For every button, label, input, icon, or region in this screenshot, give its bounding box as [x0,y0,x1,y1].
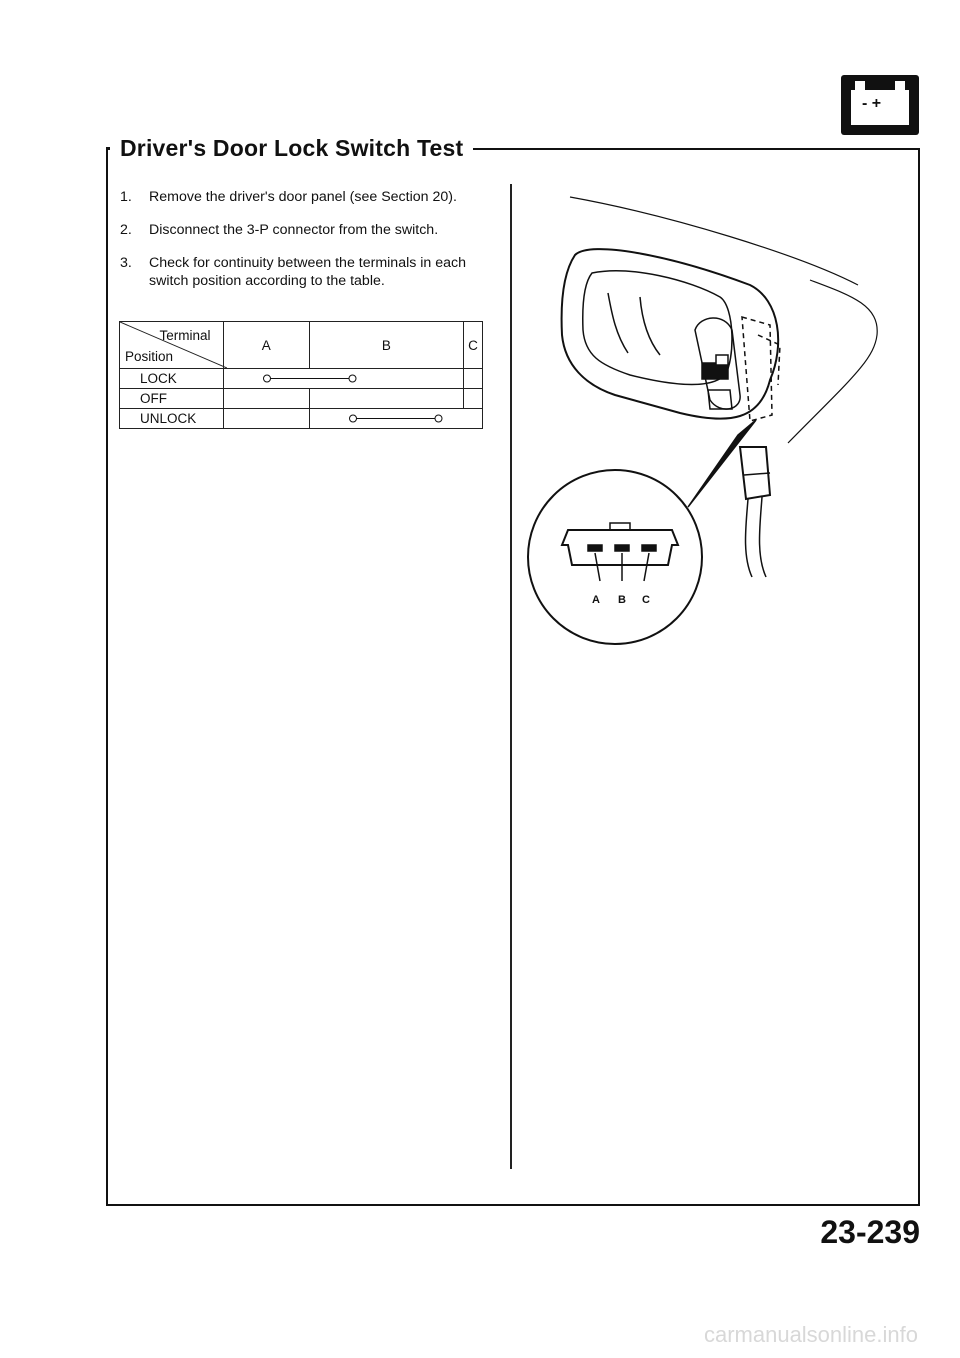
continuity-table [119,321,483,429]
column-divider [510,184,512,1169]
procedure-steps [120,188,500,305]
step-number: 1. [120,189,132,205]
step-text: Check for continuity between the terminals in each switch position according to the table. [149,255,467,289]
header-terminal-c: C [463,322,482,369]
table-row [120,389,483,409]
page-number: 23-239 [820,1214,920,1250]
header-position: Position [125,349,174,364]
step-number: 3. [120,255,132,271]
watermark: carmanualsonline.info [703,1322,918,1347]
step-number: 2. [120,222,132,238]
cell-b [310,389,464,409]
continuity-line [310,409,482,428]
header-terminal-a: A [223,322,310,369]
header-terminal-b: B [310,322,464,369]
door-switch-illustration [520,185,915,665]
table-row [120,409,483,429]
section-title: Driver's Door Lock Switch Test [110,132,473,164]
continuity-b-c [310,409,483,429]
table-row [120,369,483,389]
step-text: Disconnect the 3-P connector from the switch. [149,222,439,238]
step-text: Remove the driver's door panel (see Section 20). [149,189,457,205]
battery-symbols: - + [862,95,882,112]
cell-a [223,389,310,409]
row-position: UNLOCK [120,409,224,429]
cell-c [463,369,482,389]
table-corner-header [120,322,224,369]
continuity-line [224,369,396,388]
terminal-label-a: A [592,594,600,606]
cell-a [223,409,310,429]
battery-icon [841,75,919,135]
cell-c [463,389,482,409]
step-item [120,221,500,239]
step-item [120,254,500,290]
table-header-row [120,322,483,369]
terminal-label-c: C [642,594,650,606]
row-position: OFF [120,389,224,409]
header-terminal: Terminal [159,328,211,343]
row-position: LOCK [120,369,224,389]
step-item [120,188,500,206]
continuity-a-b [223,369,463,389]
terminal-label-b: B [618,594,626,606]
